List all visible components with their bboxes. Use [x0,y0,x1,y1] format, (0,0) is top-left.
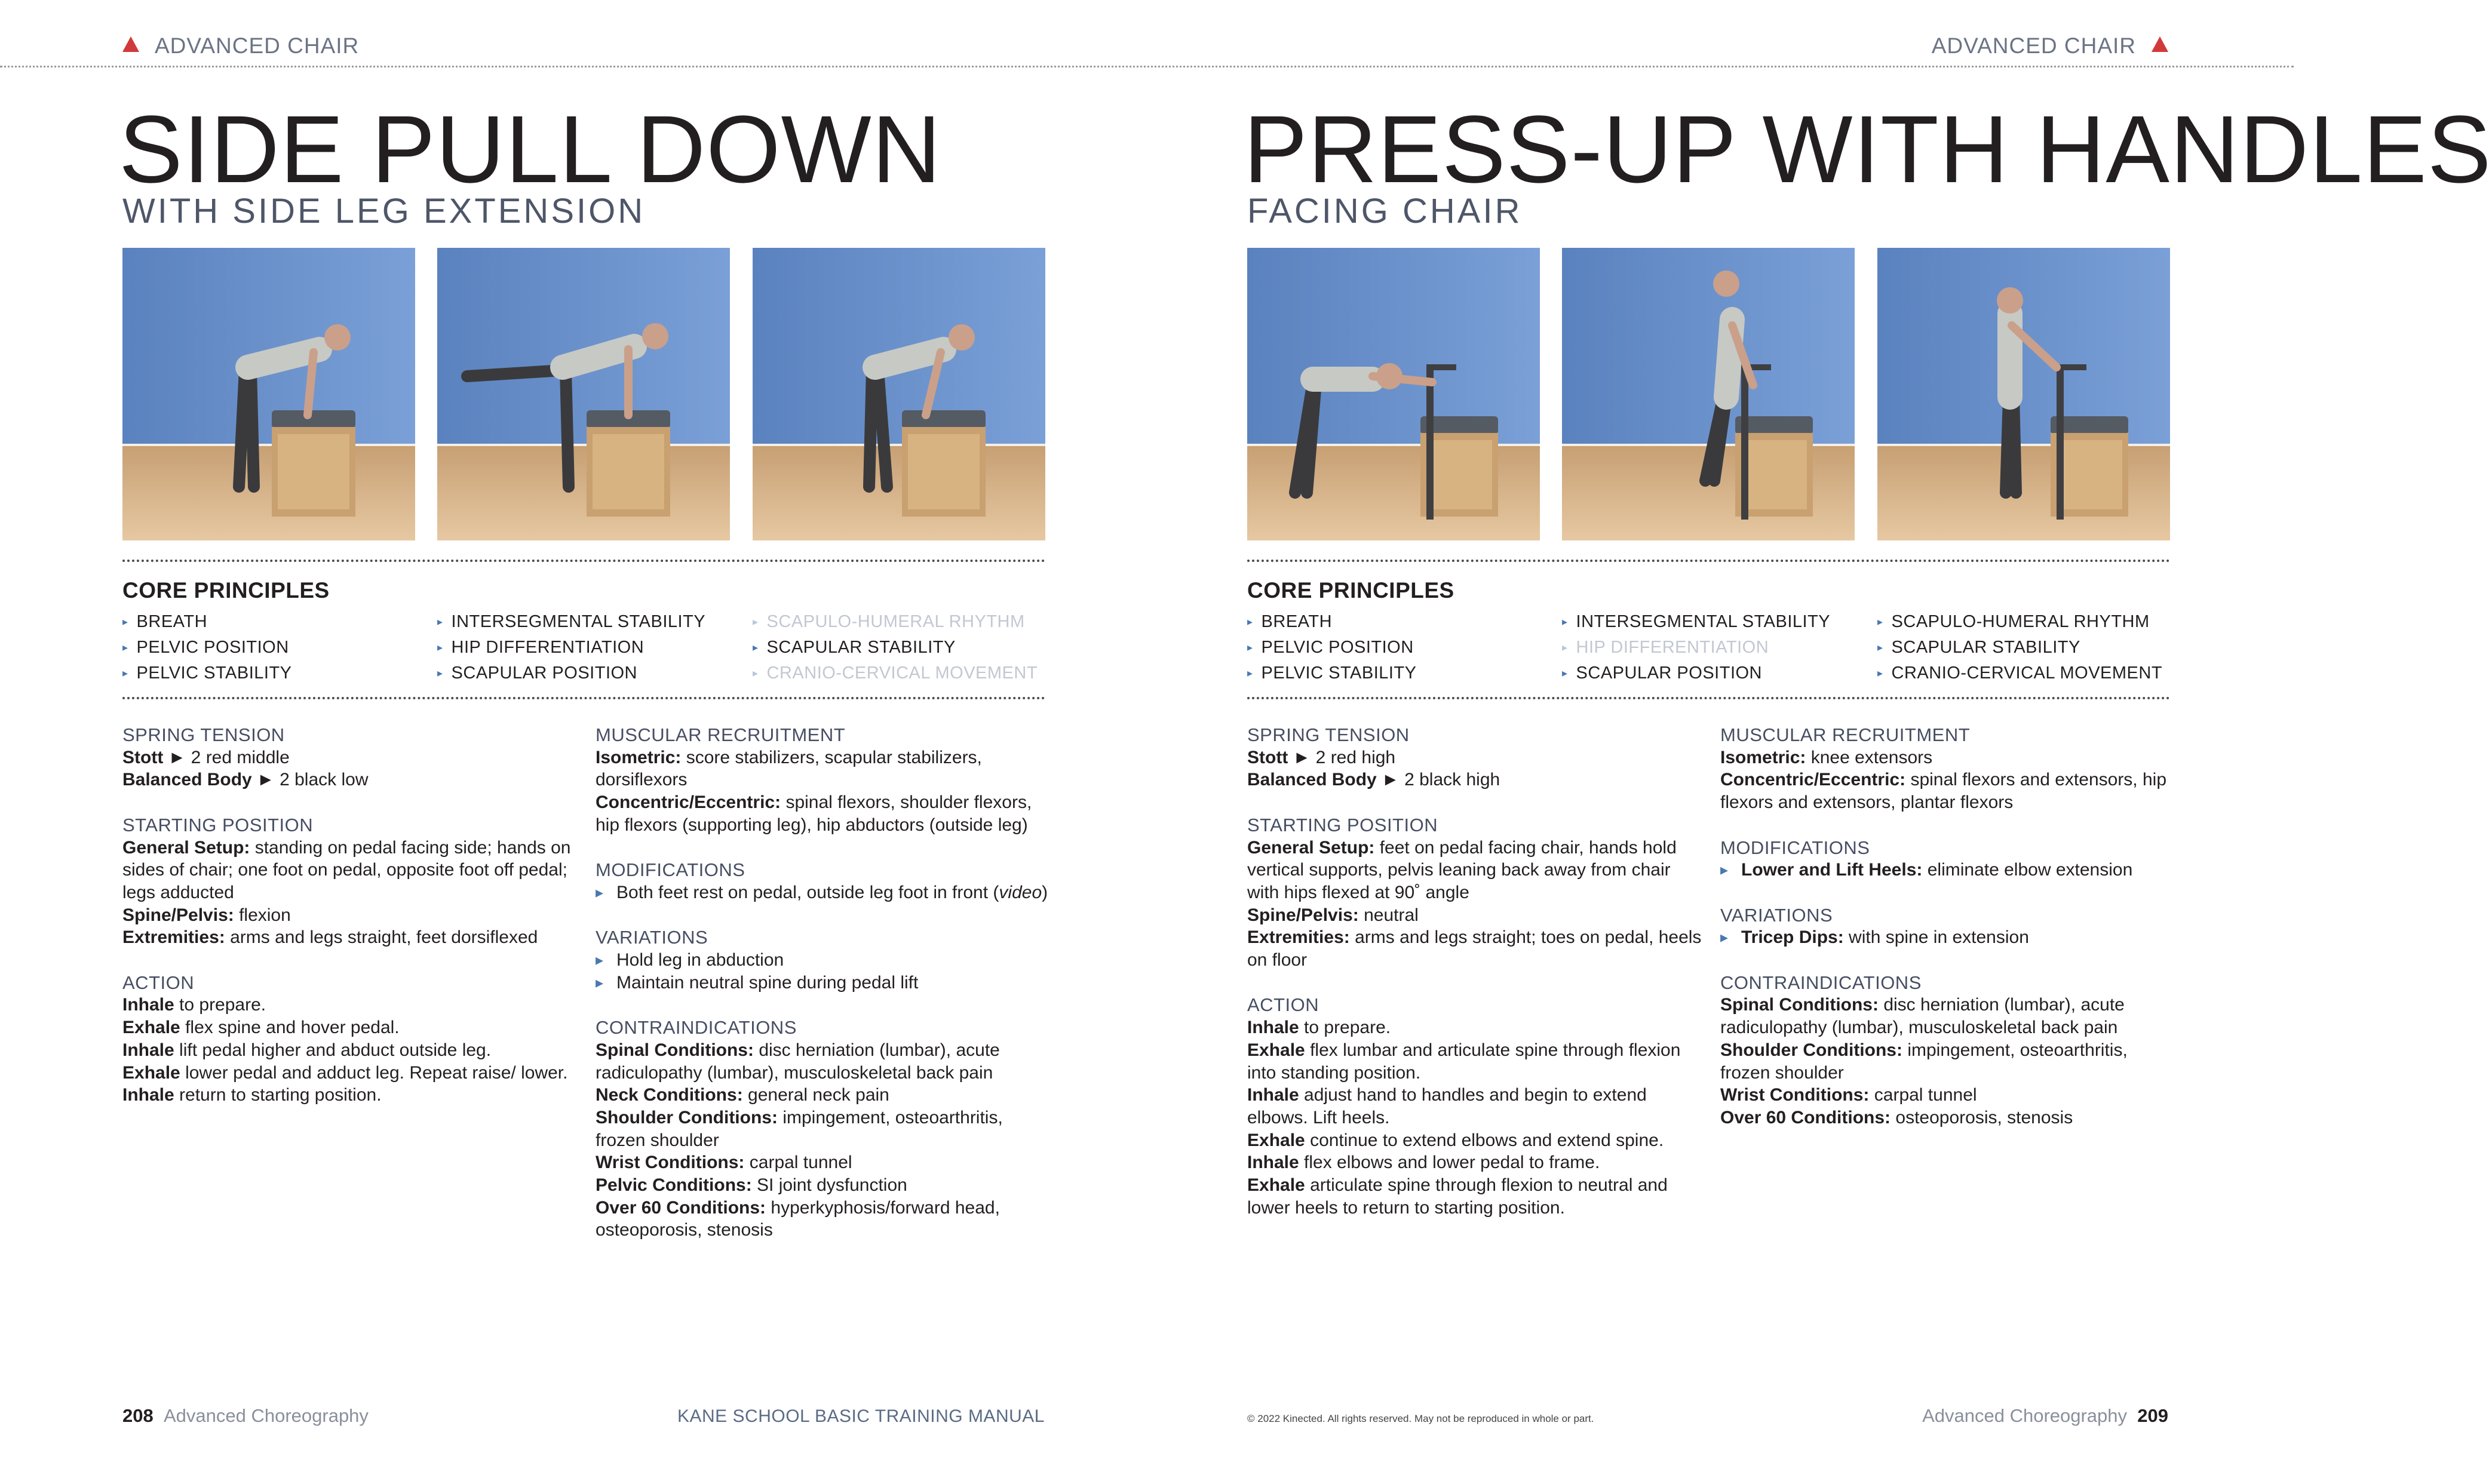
detail-line [1247,1016,1707,1039]
exercise-photo [753,248,1045,540]
core-principle-item [1877,609,2162,635]
detail-line [1247,1084,1707,1129]
bullet-icon: ▸ [753,641,759,653]
detail-line [122,904,582,927]
bullet-icon: ▸ [122,641,128,653]
detail-line [1720,746,2174,769]
detail-label: Spine/Pelvis: [1247,905,1364,925]
detail-text: 2 red high [1315,747,1396,767]
detail-label: Isometric: [1720,747,1811,767]
detail-line [1247,837,1707,904]
section-heading: CONTRAINDICATIONS [1720,972,1922,993]
exercise-illustration [1247,248,1540,540]
core-principle-label: PELVIC STABILITY [136,663,292,683]
detail-line [1720,1039,2174,1084]
detail-line [596,1084,1049,1107]
bullet-item [596,949,1049,972]
bullet-icon: ▸ [753,616,759,628]
page-title: PRESS-UP WITH HANDLES [1244,96,2492,202]
spacer [122,949,582,972]
core-principles-column [1247,609,1417,686]
spacer [122,791,582,814]
detail-text: Both feet rest on pedal, outside leg foot in front ( [616,882,999,902]
core-principle-item [1247,609,1417,635]
bullet-item [1720,926,2174,949]
core-principle-label: PELVIC POSITION [136,638,289,657]
bullet-icon: ▸ [753,667,759,679]
detail-label: Stott ► [1247,747,1316,767]
core-principle-item [1562,635,1830,660]
exercise-illustration [437,248,730,540]
detail-text: disc herniation (lumbar), acute radiculopathy (lumbar), musculoskeletal back pain [596,1040,1000,1083]
details-column-2 [1720,724,2174,1129]
bullet-icon: ▸ [1877,667,1883,679]
core-principle-item [122,635,292,660]
detail-line [596,1039,1049,1084]
core-principle-item [753,660,1038,686]
detail-line [1247,769,1707,791]
detail-text: flex elbows and lower pedal to frame. [1304,1153,1600,1173]
spacer [1247,791,1707,814]
core-principle-item [1877,635,2162,660]
detail-text: hyperkyphosis/forward head, osteoporosis, stenosis [596,1197,1000,1240]
core-principles-column [1562,609,1830,686]
detail-line [1720,994,2174,1039]
exercise-illustration [1562,248,1855,540]
page-title: SIDE PULL DOWN [119,96,942,202]
core-principle-label: SCAPULAR POSITION [451,663,638,683]
detail-text: carpal tunnel [749,1153,852,1173]
details-column-2 [596,724,1049,1242]
bullet-icon: ▸ [1562,616,1568,628]
detail-line [122,746,582,769]
footer-section: Advanced Choreography [163,1405,369,1426]
detail-text: arms and legs straight, feet dorsiflexed [230,927,538,948]
core-principle-label: BREATH [1261,612,1333,631]
detail-label: General Setup: [1247,837,1380,858]
core-principle-item [753,635,1038,660]
section-heading: SPRING TENSION [122,724,285,745]
detail-label: Exhale [1247,1040,1311,1060]
core-principle-item [753,609,1038,635]
page-number: 208 [122,1405,154,1426]
detail-text: 2 red middle [191,747,290,767]
core-principle-label: SCAPULO-HUMERAL RHYTHM [1891,612,2150,631]
right-section-label: ADVANCED CHAIR [1931,33,2136,58]
core-principle-label: PELVIC STABILITY [1261,663,1417,683]
core-principles-column [437,609,705,686]
detail-text: lift pedal higher and abduct outside leg. [179,1040,492,1060]
detail-line [122,1039,582,1062]
exercise-photo [1562,248,1855,540]
spacer [596,904,1049,927]
exercise-photo [1247,248,1540,540]
bullet-icon: ▸ [1562,641,1568,653]
detail-line [1247,1151,1707,1174]
detail-line [122,926,582,949]
core-principle-label: SCAPULAR STABILITY [1891,638,2080,657]
core-principle-label: BREATH [136,612,208,631]
detail-text: 2 black low [280,770,369,790]
detail-text: knee extensors [1810,747,1933,767]
core-principles-heading: CORE PRINCIPLES [122,578,330,603]
detail-label: Exhale [1247,1175,1311,1196]
detail-line [596,746,1049,791]
section-heading: MUSCULAR RECRUITMENT [1720,724,1971,745]
detail-line [596,1107,1049,1151]
detail-label: Extremities: [1247,927,1355,948]
detail-label: Inhale [1247,1018,1305,1038]
copyright-notice: © 2022 Kinected. All rights reserved. May not be reproduced in whole or part. [1247,1413,1594,1424]
detail-label: Lower and Lift Heels: [1741,860,1928,880]
exercise-illustration [1877,248,2170,540]
detail-label: Concentric/Eccentric: [1720,770,1911,790]
spacer [1720,949,2174,972]
core-principle-item [122,609,292,635]
detail-text: arms and legs straight; toes on pedal, heels on floor [1247,927,1702,970]
detail-text: spinal flexors and extensors, hip flexors and extensors, plantar flexors [1720,770,2167,813]
core-principle-label: HIP DIFFERENTIATION [451,638,645,657]
core-principle-item [1247,635,1417,660]
core-principles-column [1877,609,2162,686]
core-principles-column [753,609,1038,686]
detail-text: to prepare. [179,995,266,1015]
detail-line [122,1084,582,1107]
detail-label: Shoulder Conditions: [1720,1040,1908,1060]
detail-text: score stabilizers, scapular stabilizers, dorsiflexors [596,747,982,790]
footer-section: Advanced Choreography [1922,1405,2128,1426]
page-subtitle: WITH SIDE LEG EXTENSION [122,192,646,231]
section-heading: MUSCULAR RECRUITMENT [596,724,846,745]
detail-text: flex spine and hover pedal. [185,1018,400,1038]
details-column-1 [122,724,582,1107]
detail-text: neutral [1364,905,1419,925]
detail-label: Wrist Conditions: [1720,1085,1874,1105]
detail-text: feet on pedal facing chair, hands hold vertical supports, pelvis leaning back away from chair with hips flexed at 90˚ angle [1247,837,1677,902]
left-page [119,0,1048,1484]
detail-text: to prepare. [1304,1018,1391,1038]
core-principle-label: SCAPULAR POSITION [1576,663,1763,683]
detail-line [1247,1129,1707,1152]
section-divider [122,697,1045,699]
detail-line [1247,926,1707,971]
bullet-item [596,881,1049,904]
detail-text: carpal tunnel [1874,1085,1977,1105]
detail-line [1247,1039,1707,1084]
core-principle-item [1247,660,1417,686]
detail-line [122,994,582,1016]
bullet-icon: ▸ [437,667,443,679]
bullet-icon: ▸ [1247,667,1253,679]
detail-text: flex lumbar and articulate spine through flexion into standing position. [1247,1040,1681,1083]
core-principle-label: CRANIO-CERVICAL MOVEMENT [1891,663,2163,683]
detail-line [596,1151,1049,1174]
detail-label: Tricep Dips: [1741,927,1849,948]
bullet-icon: ▸ [1877,641,1883,653]
core-principle-item [437,660,705,686]
detail-text: Hold leg in abduction [616,950,784,970]
left-footer [122,1406,369,1425]
spacer [1720,881,2174,904]
detail-label: General Setup: [122,837,255,858]
bullet-icon: ▸ [1562,667,1568,679]
core-principle-label: INTERSEGMENTAL STABILITY [451,612,706,631]
bullet-icon: ▸ [437,641,443,653]
section-divider [122,560,1045,562]
detail-line [1720,1107,2174,1129]
core-principle-label: INTERSEGMENTAL STABILITY [1576,612,1831,631]
detail-line [122,837,582,904]
core-principles-heading: CORE PRINCIPLES [1247,578,1454,603]
right-page [1244,0,2492,1484]
detail-line [1247,1174,1707,1219]
core-principle-label: SCAPULO-HUMERAL RHYTHM [766,612,1025,631]
detail-label: Wrist Conditions: [596,1153,750,1173]
detail-line [596,1197,1049,1242]
bullet-icon: ▸ [437,616,443,628]
detail-label: Inhale [122,995,180,1015]
core-principle-label: HIP DIFFERENTIATION [1576,638,1769,657]
details-column-1 [1247,724,1707,1219]
detail-line [596,791,1049,836]
section-heading: STARTING POSITION [1247,814,1438,835]
core-principle-item [437,635,705,660]
core-principle-label: CRANIO-CERVICAL MOVEMENT [766,663,1038,683]
detail-label: Inhale [122,1040,180,1060]
section-heading: VARIATIONS [596,927,708,948]
detail-text: return to starting position. [179,1085,382,1105]
detail-label: Exhale [122,1018,186,1038]
core-principle-item [437,609,705,635]
detail-text: with spine in extension [1849,927,2029,948]
exercise-photos [1247,248,2170,540]
detail-label: Shoulder Conditions: [596,1107,783,1127]
detail-line [122,1016,582,1039]
exercise-illustration [753,248,1045,540]
core-principle-label: PELVIC POSITION [1261,638,1414,657]
detail-text: video [999,882,1042,902]
detail-text: impingement, osteoarthritis, frozen shoulder [596,1107,1003,1150]
detail-line [1720,1084,2174,1107]
detail-label: Balanced Body ► [122,770,280,790]
core-principle-item [1877,660,2162,686]
right-footer [1922,1406,2168,1425]
bullet-icon: ▸ [1247,616,1253,628]
detail-text: disc herniation (lumbar), acute radiculopathy (lumbar), musculoskeletal back pain [1720,995,2125,1038]
detail-text: osteoporosis, stenosis [1895,1107,2073,1127]
detail-text: ) [1042,882,1048,902]
detail-label: Concentric/Eccentric: [596,792,786,813]
exercise-photo [122,248,415,540]
section-heading: STARTING POSITION [122,814,314,835]
left-section-label: ADVANCED CHAIR [155,33,360,58]
detail-text: lower pedal and adduct leg. Repeat raise/ lower. [185,1062,568,1083]
section-heading: CONTRAINDICATIONS [596,1017,797,1039]
spacer [596,837,1049,859]
page-subtitle: FACING CHAIR [1247,192,1523,231]
section-heading: SPRING TENSION [1247,724,1410,745]
detail-label: Inhale [1247,1085,1305,1105]
bullet-icon: ▸ [122,667,128,679]
core-principle-item [122,660,292,686]
bullet-item [596,972,1049,994]
section-heading: VARIATIONS [1720,904,1833,926]
section-divider [1247,697,2170,699]
section-heading: ACTION [1247,994,1319,1016]
core-principles-column [122,609,292,686]
detail-label: Exhale [122,1062,186,1083]
detail-label: Exhale [1247,1130,1311,1150]
detail-label: Inhale [1247,1153,1305,1173]
detail-text: 2 black high [1404,770,1500,790]
detail-text: impingement, osteoarthritis, frozen shoulder [1720,1040,2128,1083]
detail-label: Neck Conditions: [596,1085,748,1105]
detail-label: Extremities: [122,927,231,948]
exercise-photos [122,248,1045,540]
detail-line [1247,904,1707,927]
detail-label: Spinal Conditions: [1720,995,1884,1015]
bullet-icon: ▸ [122,616,128,628]
detail-text: general neck pain [748,1085,889,1105]
detail-label: Inhale [122,1085,180,1105]
bullet-item [1720,859,2174,881]
detail-label: Balanced Body ► [1247,770,1405,790]
spacer [1720,814,2174,837]
core-principle-item [1562,660,1830,686]
detail-text: spinal flexors, shoulder flexors, hip flexors (supporting leg), hip abductors (outside leg) [596,792,1032,835]
detail-line [1720,769,2174,813]
detail-label: Over 60 Conditions: [596,1197,771,1218]
detail-text: SI joint dysfunction [757,1175,907,1196]
detail-text: flexion [239,905,291,925]
exercise-photo [437,248,730,540]
detail-text: standing on pedal facing side; hands on sides of chair; one foot on pedal, opposite foot off pedal; legs adducted [122,837,571,902]
detail-label: Spinal Conditions: [596,1040,759,1060]
section-divider [1247,560,2170,562]
detail-text: continue to extend elbows and extend spine. [1310,1130,1664,1150]
detail-line [596,1174,1049,1197]
section-heading: MODIFICATIONS [596,859,745,881]
spacer [596,994,1049,1016]
detail-label: Over 60 Conditions: [1720,1107,1896,1127]
detail-label: Spine/Pelvis: [122,905,240,925]
spacer [1247,972,1707,994]
detail-label: Pelvic Conditions: [596,1175,757,1196]
core-principle-item [1562,609,1830,635]
detail-line [122,769,582,791]
detail-line [122,1062,582,1084]
detail-text: articulate spine through flexion to neutral and lower heels to return to starting position. [1247,1175,1668,1218]
detail-label: Isometric: [596,747,686,767]
page-number: 209 [2137,1405,2168,1426]
section-heading: ACTION [122,972,195,993]
bullet-icon: ▸ [1877,616,1883,628]
manual-title: KANE SCHOOL BASIC TRAINING MANUAL [677,1406,1045,1426]
detail-text: eliminate elbow extension [1927,860,2133,880]
detail-label: Stott ► [122,747,191,767]
exercise-photo [1877,248,2170,540]
detail-text: adjust hand to handles and begin to extend elbows. Lift heels. [1247,1085,1647,1127]
core-principle-label: SCAPULAR STABILITY [766,638,956,657]
detail-line [1247,746,1707,769]
detail-text: Maintain neutral spine during pedal lift [616,972,919,993]
exercise-illustration [122,248,415,540]
section-heading: MODIFICATIONS [1720,837,1870,858]
bullet-icon: ▸ [1247,641,1253,653]
